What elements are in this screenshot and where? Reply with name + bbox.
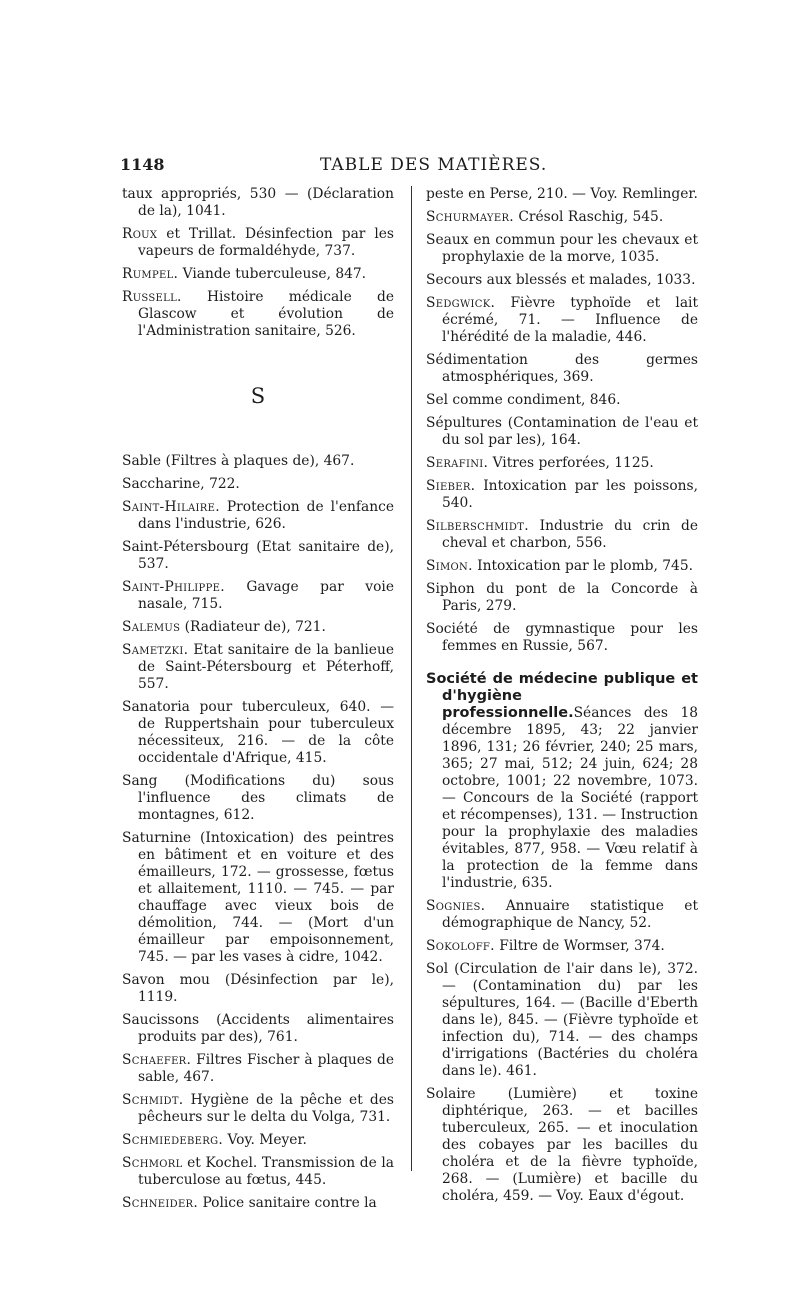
index-entry <box>426 272 698 289</box>
entry-text: Intoxication par le plomb, 745. <box>472 558 693 574</box>
entry-text: Saturnine (Intoxication) des peintres en bâtiment et en voiture et des émailleurs, 172. — grossesse, fœtus et allaitement, 1110. — 745. — par chauffage avec vieux bois de démolition, 744. — (Mort d'un émailleur par empoisonnement, 745. — par les vases à cidre, 1042. <box>122 830 394 965</box>
entry-author: Silberschmidt. <box>426 518 529 534</box>
entry-author: Schmorl <box>122 1155 183 1171</box>
entry-author: Serafini. <box>426 455 489 471</box>
index-entry <box>122 186 394 220</box>
entry-author: Schaefer. <box>122 1052 192 1068</box>
index-entry <box>122 773 394 824</box>
entry-text: Histoire médicale de Glascow et évolution de l'Administration sanitaire, 526. <box>138 289 394 339</box>
column-divider <box>411 186 412 1171</box>
index-entry <box>426 478 698 512</box>
entry-text: Sel comme condiment, 846. <box>426 392 621 408</box>
index-entry <box>122 226 394 260</box>
index-entry <box>122 579 394 613</box>
entry-text: Saccharine, 722. <box>122 476 240 492</box>
entry-text: Sédimentation des germes atmosphériques, 369. <box>426 352 698 385</box>
entry-text: Gavage par voie nasale, 715. <box>138 579 394 612</box>
entry-author: Sedgwick. <box>426 295 496 311</box>
entry-text: Vitres perforées, 1125. <box>488 455 654 471</box>
right-entries <box>426 186 698 655</box>
index-entry <box>426 518 698 552</box>
entry-text: Crésol Raschig, 545. <box>513 209 664 225</box>
entry-text: Intoxication par les poissons, 540. <box>442 478 698 511</box>
entry-text: Filtres Fischer à plaques de sable, 467. <box>138 1052 394 1085</box>
entry-text: (Radiateur de), 721. <box>180 619 326 635</box>
index-entry <box>122 499 394 533</box>
entry-text: Sol (Circulation de l'air dans le), 372. — (Contamination du) par les sépultures, 164. — (Bacille d'Eberth dans le), 845. — (Fièvre typhoïde et infection du), 714. — des champs d'irrigations (Bactéries du choléra dans le). 461. <box>426 961 698 1079</box>
entry-text: peste en Perse, 210. — Voy. Remlinger. <box>426 186 698 202</box>
entry-author: Saint-Philippe. <box>122 579 225 595</box>
entry-text: Police sanitaire contre la <box>198 1195 377 1211</box>
entry-author: Schmiedeberg. <box>122 1132 224 1148</box>
left-entries-before <box>122 186 394 340</box>
index-entry <box>122 1132 394 1149</box>
index-entry <box>122 1052 394 1086</box>
entry-text: Sable (Filtres à plaques de), 467. <box>122 453 355 469</box>
index-entry <box>426 186 698 203</box>
index-entry <box>122 972 394 1006</box>
entry-text: Sang (Modifications du) sous l'influence des climats de montagnes, 612. <box>122 773 394 823</box>
society-name: Société de médecine publique et d'hygiène professionnelle. <box>426 671 698 721</box>
entry-text: Société de gymnastique pour les femmes en Russie, 567. <box>426 621 698 654</box>
index-entry <box>426 938 698 955</box>
entry-author: Schmidt. <box>122 1092 184 1108</box>
entry-author: Russell. <box>122 289 182 305</box>
society-entry <box>426 671 698 892</box>
entry-text: Hygiène de la pêche et des pêcheurs sur le delta du Volga, 731. <box>138 1092 394 1125</box>
entry-author: Simon. <box>426 558 473 574</box>
entry-author: Schurmayer. <box>426 209 514 225</box>
entry-author: Sokoloff. <box>426 938 495 954</box>
page-header <box>120 155 700 179</box>
entry-text: Industrie du crin de cheval et charbon, 556. <box>442 518 698 551</box>
index-entry <box>122 266 394 283</box>
entry-text: Solaire (Lumière) et toxine diphtérique, 263. — et bacilles tuberculeux, 265. — et inoculation des cobayes par les bacilles du choléra et de la fièvre typhoïde, 268. — (Lumière) et bacille du choléra, 459. — Voy. Eaux d'égout. <box>426 1086 698 1204</box>
entry-text: et Trillat. Désinfection par les vapeurs de formaldéhyde, 737. <box>138 226 394 259</box>
index-entry <box>426 898 698 932</box>
entry-text: Sépultures (Contamination de l'eau et du sol par les), 164. <box>426 415 698 448</box>
index-entry <box>426 415 698 449</box>
index-entry <box>122 1195 394 1212</box>
section-letter: S <box>250 384 266 408</box>
index-entry <box>426 295 698 346</box>
right-column <box>426 186 698 1211</box>
entry-text: Saint-Pétersbourg (Etat sanitaire de), 537. <box>122 539 394 572</box>
page-number: 1148 <box>120 155 165 174</box>
index-entry <box>122 539 394 573</box>
entry-author: Schneider. <box>122 1195 199 1211</box>
entry-text: Protection de l'enfance dans l'industrie, 626. <box>138 499 394 532</box>
entry-author: Saint-Hilaire. <box>122 499 220 515</box>
entry-text: Annuaire statistique et démographique de Nancy, 52. <box>442 898 698 931</box>
entry-text: Sanatoria pour tuberculeux, 640. — de Ruppertshain pour tuberculeux nécessiteux, 216. — de la côte occidentale d'Afrique, 415. <box>122 699 394 766</box>
entry-text: Savon mou (Désinfection par le), 1119. <box>122 972 394 1005</box>
entry-author: Sametzki. <box>122 642 189 658</box>
entry-text: Etat sanitaire de la banlieue de Saint-Pétersbourg et Péterhoff, 557. <box>138 642 394 692</box>
index-entry <box>122 830 394 966</box>
entry-text: Voy. Meyer. <box>223 1132 307 1148</box>
entry-text: Filtre de Wormser, 374. <box>494 938 665 954</box>
index-entry <box>426 209 698 226</box>
entry-text: Viande tuberculeuse, 847. <box>178 266 367 282</box>
index-entry <box>122 476 394 493</box>
index-entry <box>426 232 698 266</box>
society-text: Séances des 18 décembre 1895, 43; 22 janvier 1896, 131; 26 février, 240; 25 mars, 365; 27 mai, 512; 24 juin, 624; 28 octobre, 1001; 22 novembre, 1073. — Concours de la Société (rapport et récompenses), 131. — Instruction pour la prophylaxie des maladies évitables, 877, 958. — Vœu relatif à la protection de la femme dans l'industrie, 635. <box>442 705 698 891</box>
entry-text: Secours aux blessés et malades, 1033. <box>426 272 696 288</box>
index-entry <box>122 289 394 340</box>
entry-author: Salemus <box>122 619 181 635</box>
entry-text: Siphon du pont de la Concorde à Paris, 279. <box>426 581 698 614</box>
entry-text: taux appropriés, 530 — (Déclaration de la), 1041. <box>122 186 394 219</box>
index-entry <box>426 352 698 386</box>
index-entry <box>426 455 698 472</box>
left-column <box>122 186 394 1218</box>
entry-text: et Kochel. Transmission de la tuberculose au fœtus, 445. <box>138 1155 394 1188</box>
entry-author: Sognies. <box>426 898 486 914</box>
index-entry <box>426 1086 698 1205</box>
index-entry <box>122 1012 394 1046</box>
index-entry <box>122 642 394 693</box>
index-entry <box>426 392 698 409</box>
left-entries-after <box>122 453 394 1212</box>
index-entry <box>426 581 698 615</box>
page-title: TABLE DES MATIÈRES. <box>320 155 548 175</box>
index-entry <box>426 558 698 575</box>
index-entry <box>122 1092 394 1126</box>
index-entry <box>122 619 394 636</box>
entry-author: Roux <box>122 226 158 242</box>
index-entry <box>426 961 698 1080</box>
entry-text: Seaux en commun pour les chevaux et prophylaxie de la morve, 1035. <box>426 232 698 265</box>
entry-author: Sieber. <box>426 478 476 494</box>
entry-author: Rumpel. <box>122 266 179 282</box>
index-entry <box>122 1155 394 1189</box>
right-entries-after <box>426 898 698 1205</box>
index-entry <box>122 453 394 470</box>
entry-text: Saucissons (Accidents alimentaires produits par des), 761. <box>122 1012 394 1045</box>
index-entry <box>122 699 394 767</box>
entry-text: Fièvre typhoïde et lait écrémé, 71. — Influence de l'hérédité de la maladie, 446. <box>442 295 698 345</box>
index-entry <box>426 621 698 655</box>
